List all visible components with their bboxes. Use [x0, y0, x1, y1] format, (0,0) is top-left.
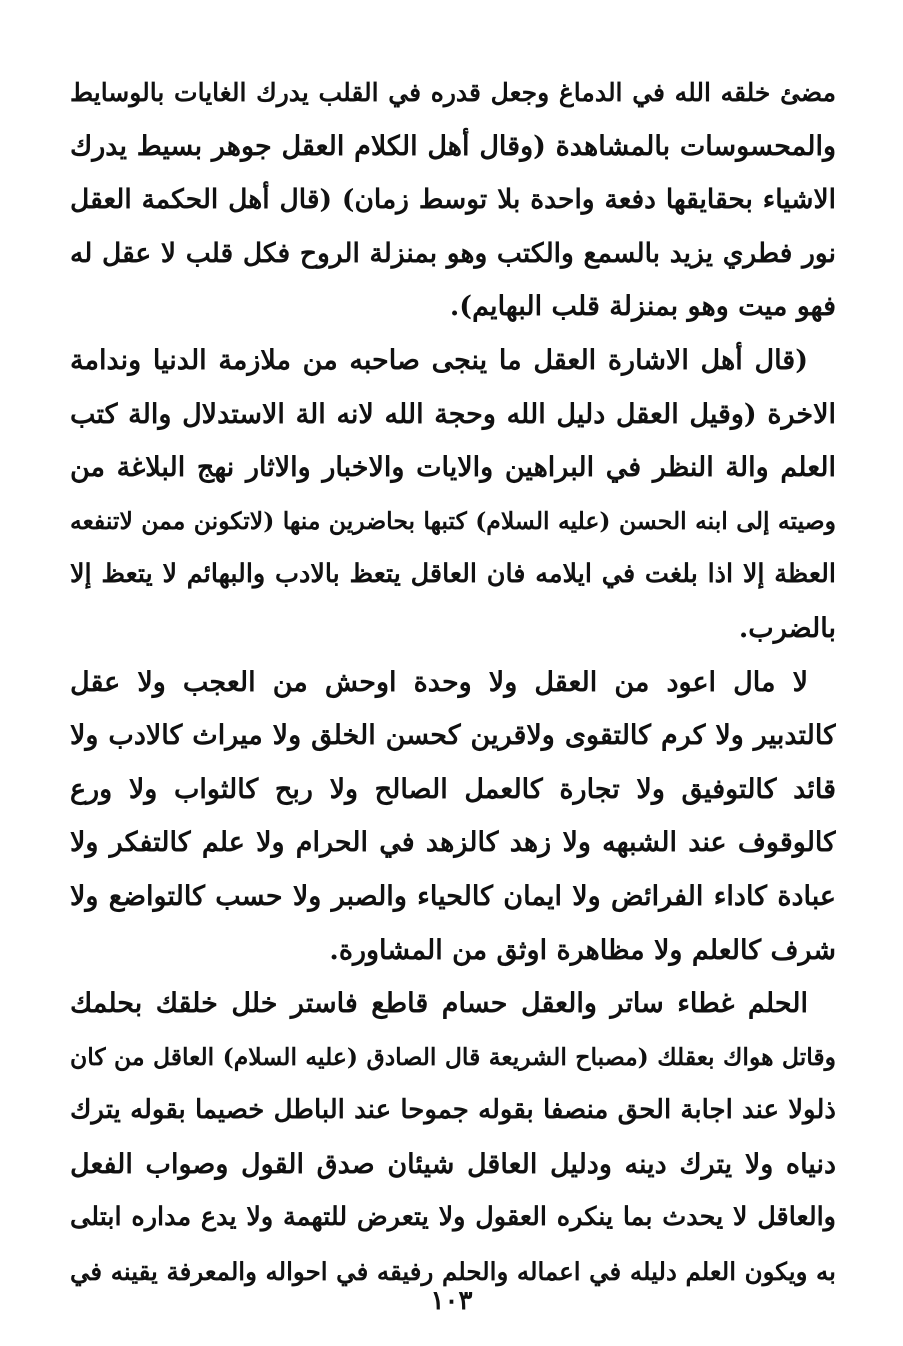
text-line: وصيته إلى ابنه الحسن (عليه السلام) كتبها بحاضرين منها (لاتكونن ممن لاتنفعه — [70, 506, 836, 535]
text-line: بالضرب. — [738, 612, 836, 644]
text-line: العلم والة النظر في البراهين والايات والاخبار والاثار نهج البلاغة من — [70, 452, 836, 484]
text-line: الاخرة (وقيل العقل دليل الله وحجة الله لانه الة الاستدلال والة كتب — [70, 398, 836, 430]
text-line: دنياه ولا يترك دينه ودليل العاقل شيئان صدق القول وصواب الفعل — [70, 1148, 836, 1180]
text-line: (قال أهل الاشارة العقل ما ينجى صاحبه من ملازمة الدنيا وندامة — [70, 344, 808, 376]
text-line: ذلولا عند اجابة الحق منصفا بقوله جموحا عند الباطل خصيما بقوله يترك — [70, 1095, 836, 1126]
page-number: ١٠٣ — [430, 1286, 473, 1316]
paragraph-3 — [70, 656, 836, 978]
text-line: كالتدبير ولا كرم كالتقوى ولاقرين كحسن الخلق ولا ميراث كالادب ولا — [70, 720, 836, 752]
text-line: شرف كالعلم ولا مظاهرة اوثق من المشاورة. — [329, 934, 836, 966]
text-line: عبادة كاداء الفرائض ولا ايمان كالحياء والصبر ولا حسب كالتواضع ولا — [70, 880, 836, 912]
paragraph-2 — [70, 334, 836, 656]
text-line: فهو ميت وهو بمنزلة قلب البهايم). — [449, 291, 836, 323]
text-line: مضئ خلقه الله في الدماغ وجعل قدره في القلب يدرك الغايات بالوسايط — [70, 78, 836, 107]
text-line: لا مال اعود من العقل ولا وحدة اوحش من العجب ولا عقل — [70, 666, 808, 698]
text-line: والعاقل لا يحدث بما ينكره العقول ولا يتعرض للتهمة ولا يدع مداره ابتلى — [70, 1202, 836, 1233]
text-line: العظة إلا اذا بلغت في ايلامه فان العاقل يتعظ بالادب والبهائم لا يتعظ إلا — [70, 559, 836, 590]
text-line: الاشياء بحقايقها دفعة واحدة بلا توسط زمان) (قال أهل الحكمة العقل — [70, 184, 836, 216]
text-line: به ويكون العلم دليله في اعماله والحلم رفيقه في احواله والمعرفة يقينه في — [70, 1257, 836, 1287]
text-line: الحلم غطاء ساتر والعقل حسام قاطع فاستر خلل خلقك بحلمك — [70, 988, 808, 1020]
paragraph-4 — [70, 977, 836, 1299]
text-line: والمحسوسات بالمشاهدة (وقال أهل الكلام العقل جوهر بسيط يدرك — [70, 130, 836, 162]
text-line: وقاتل هواك بعقلك (مصباح الشريعة قال الصادق (عليه السلام) العاقل من كان — [70, 1042, 836, 1071]
paragraph-1 — [70, 66, 836, 334]
text-line: نور فطري يزيد بالسمع والكتب وهو بمنزلة الروح فكل قلب لا عقل له — [70, 237, 836, 269]
text-line: كالوقوف عند الشبهه ولا زهد كالزهد في الحرام ولا علم كالتفكر ولا — [70, 827, 836, 859]
text-line: قائد كالتوفيق ولا تجارة كالعمل الصالح ولا ربح كالثواب ولا ورع — [70, 773, 836, 805]
page-body — [70, 66, 836, 1299]
